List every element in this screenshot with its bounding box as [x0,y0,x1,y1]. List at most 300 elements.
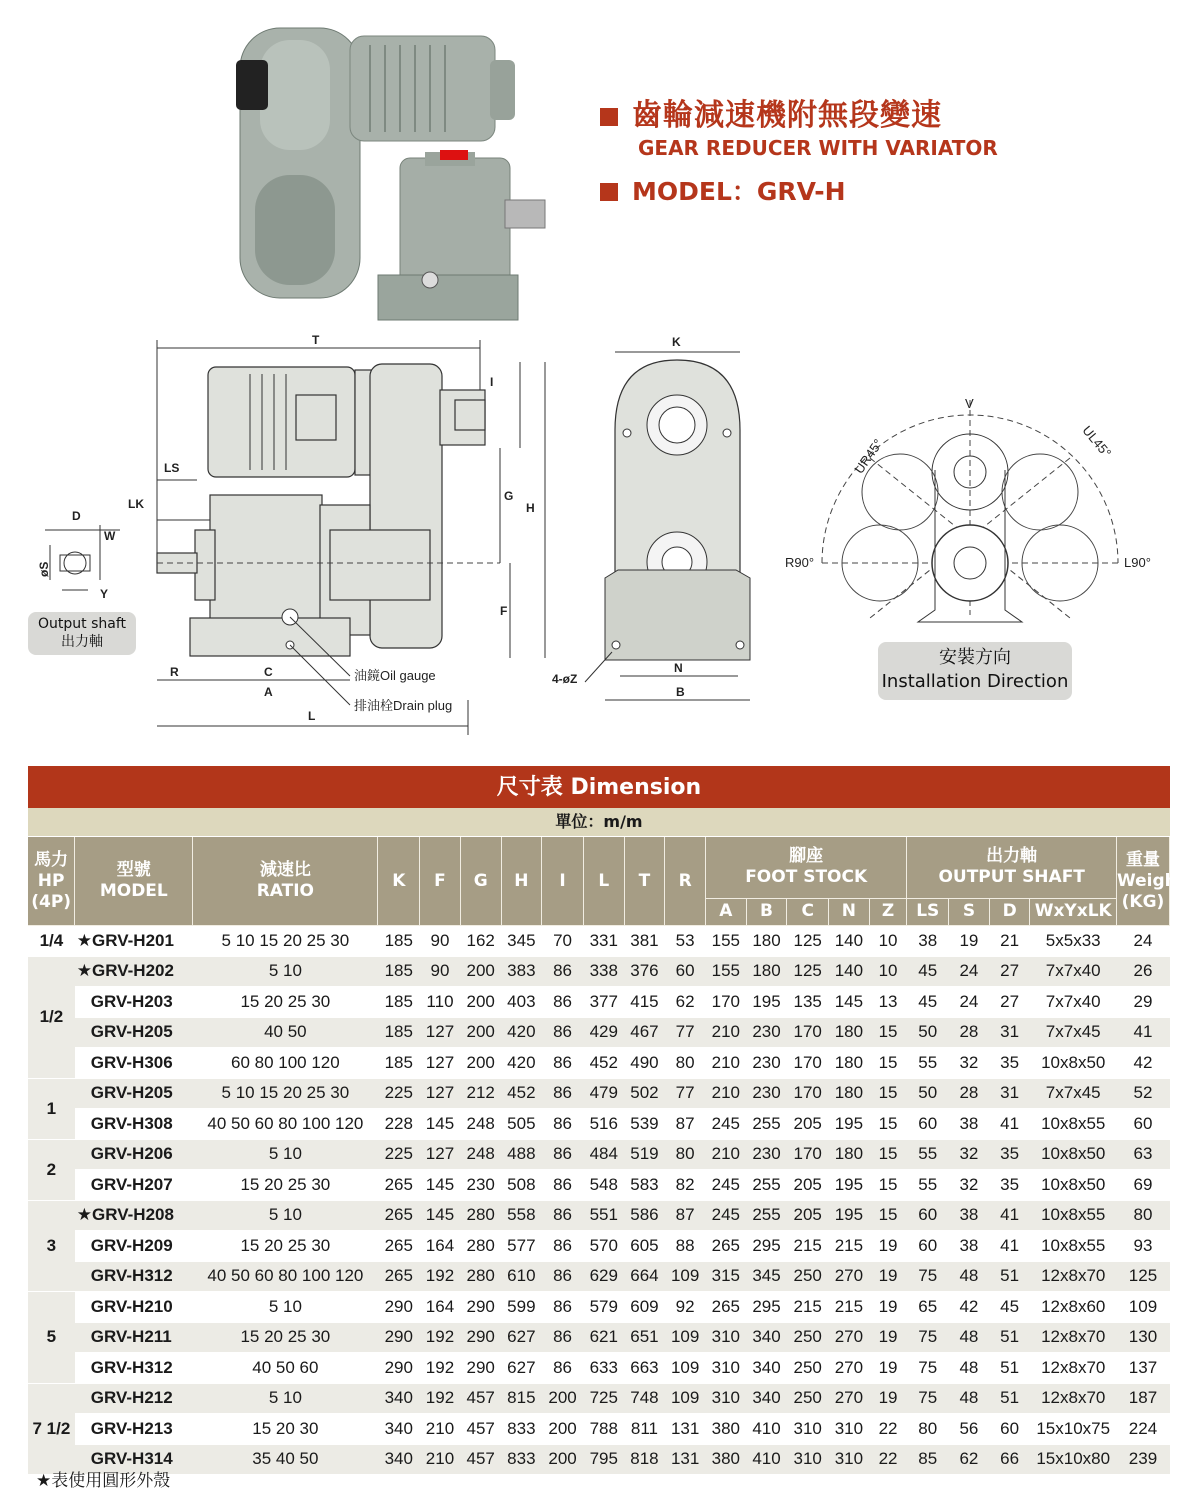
cell-n: 195 [829,1109,870,1140]
cell-h: 627 [501,1353,542,1384]
cell-t: 381 [624,926,665,957]
cell-ls: 50 [907,1078,949,1109]
cell-f: 127 [420,1139,461,1170]
cell-f: 192 [420,1322,461,1353]
table-row [28,956,1170,987]
cell-i: 86 [542,1017,584,1048]
cell-k: 265 [378,1261,420,1292]
cell-l: 633 [583,1353,624,1384]
cell-b: 180 [746,926,787,957]
cell-ratio: 5 10 [193,1200,378,1231]
cell-n: 270 [829,1353,870,1384]
bullet-square-icon [600,183,618,201]
cell-ratio: 5 10 15 20 25 30 [193,926,378,957]
cell-g: 248 [460,1109,501,1140]
cell-kg: 137 [1116,1353,1169,1384]
cell-l: 629 [583,1261,624,1292]
cell-d: 41 [989,1109,1030,1140]
cell-z: 19 [869,1292,907,1323]
dim-label-Y: Y [100,587,109,601]
cell-ls: 80 [907,1414,949,1445]
th-foot-stock: 腳座 FOOT STOCK [705,837,906,898]
cell-k: 225 [378,1078,420,1109]
cell-z: 19 [869,1261,907,1292]
dim-label-F: F [500,604,508,618]
cell-ls: 45 [907,987,949,1018]
cell-t: 818 [624,1444,665,1475]
cell-f: 164 [420,1292,461,1323]
cell-d: 51 [989,1322,1030,1353]
th-LS: LS [907,898,949,925]
cell-g: 457 [460,1414,501,1445]
cell-l: 429 [583,1017,624,1048]
th-hp: 馬力 HP (4P) [28,837,75,926]
th-I: I [542,837,584,926]
dim-label-Z: 4-øZ [552,672,578,686]
cell-c: 170 [787,1139,829,1170]
cell-g: 290 [460,1322,501,1353]
th-A: A [705,898,746,925]
cell-k: 340 [378,1444,420,1475]
cell-d: 31 [989,1078,1030,1109]
cell-a: 265 [705,1231,746,1262]
cell-h: 403 [501,987,542,1018]
th-C: C [787,898,829,925]
cell-wylk: 12x8x70 [1030,1322,1117,1353]
side-view-drawing [128,333,545,735]
cell-r: 80 [665,1048,706,1079]
cell-i: 86 [542,1048,584,1079]
table-row [28,1017,1170,1048]
cell-k: 290 [378,1322,420,1353]
cell-f: 110 [420,987,461,1018]
cell-d: 35 [989,1170,1030,1201]
cell-h: 627 [501,1322,542,1353]
cell-b: 410 [746,1414,787,1445]
cell-f: 127 [420,1017,461,1048]
dimension-table-title: 尺寸表 Dimension [28,766,1170,808]
cell-ls: 60 [907,1231,949,1262]
cell-n: 180 [829,1078,870,1109]
table-row [28,1078,1170,1109]
cell-ratio: 5 10 [193,1139,378,1170]
cell-k: 265 [378,1200,420,1231]
cell-n: 270 [829,1383,870,1414]
cell-n: 215 [829,1292,870,1323]
cell-h: 345 [501,926,542,957]
cell-k: 225 [378,1139,420,1170]
cell-d: 60 [989,1414,1030,1445]
output-shaft-label: Output shaft 出力軸 [28,612,136,655]
cell-l: 621 [583,1322,624,1353]
cell-c: 205 [787,1170,829,1201]
cell-k: 290 [378,1292,420,1323]
hp-cell: 1/4 [28,926,75,957]
cell-b: 255 [746,1109,787,1140]
cell-s: 42 [949,1292,990,1323]
cell-k: 228 [378,1109,420,1140]
cell-a: 170 [705,987,746,1018]
table-row [28,1048,1170,1079]
cell-k: 185 [378,987,420,1018]
table-row [28,1383,1170,1414]
cell-s: 48 [949,1353,990,1384]
cell-c: 310 [787,1414,829,1445]
cell-wylk: 10x8x50 [1030,1170,1117,1201]
cell-kg: 63 [1116,1139,1169,1170]
cell-i: 86 [542,1261,584,1292]
cell-n: 310 [829,1444,870,1475]
cell-ls: 85 [907,1444,949,1475]
cell-kg: 93 [1116,1231,1169,1262]
table-row [28,1231,1170,1262]
cell-h: 599 [501,1292,542,1323]
cell-kg: 29 [1116,987,1169,1018]
cell-ratio: 15 20 30 [193,1414,378,1445]
cell-r: 53 [665,926,706,957]
cell-k: 265 [378,1170,420,1201]
cell-k: 185 [378,956,420,987]
cell-r: 88 [665,1231,706,1262]
cell-k: 185 [378,1048,420,1079]
model-cell: GRV-H211 [75,1322,193,1353]
dir-label-UR45: UR45° [851,436,886,477]
cell-d: 51 [989,1353,1030,1384]
cell-kg: 109 [1116,1292,1169,1323]
cell-a: 310 [705,1353,746,1384]
cell-h: 833 [501,1414,542,1445]
dimension-table-header [28,837,1185,926]
model-cell: GRV-H306 [75,1048,193,1079]
hp-cell: 7 1/2 [28,1383,75,1475]
dim-label-D: D [72,509,81,523]
cell-t: 664 [624,1261,665,1292]
drain-plug-label: 排油栓Drain plug [354,698,453,713]
cell-ratio: 35 40 50 [193,1444,378,1475]
cell-i: 70 [542,926,584,957]
dim-label-I: I [490,375,494,389]
cell-r: 109 [665,1353,706,1384]
cell-ls: 38 [907,926,949,957]
cell-s: 62 [949,1444,990,1475]
cell-ls: 75 [907,1261,949,1292]
cell-a: 155 [705,956,746,987]
cell-kg: 125 [1116,1261,1169,1292]
cell-z: 15 [869,1139,907,1170]
th-L: L [583,837,624,926]
model-cell: GRV-H212 [75,1383,193,1414]
cell-t: 586 [624,1200,665,1231]
cell-r: 82 [665,1170,706,1201]
cell-r: 131 [665,1444,706,1475]
cell-d: 41 [989,1231,1030,1262]
th-WxYxLK: WxYxLK [1030,898,1117,925]
cell-s: 38 [949,1231,990,1262]
table-row [28,1292,1170,1323]
dim-label-T: T [312,333,320,347]
cell-f: 192 [420,1383,461,1414]
cell-n: 180 [829,1139,870,1170]
table-row [28,926,1170,957]
cell-d: 51 [989,1383,1030,1414]
cell-ls: 75 [907,1383,949,1414]
cell-kg: 24 [1116,926,1169,957]
cell-c: 215 [787,1231,829,1262]
cell-g: 280 [460,1231,501,1262]
dim-label-N: N [674,661,683,675]
cell-f: 127 [420,1078,461,1109]
product-title-en: GEAR REDUCER WITH VARIATOR [638,136,998,160]
cell-wylk: 15x10x75 [1030,1414,1117,1445]
table-row [28,1200,1170,1231]
cell-r: 109 [665,1322,706,1353]
cell-g: 200 [460,987,501,1018]
cell-h: 815 [501,1383,542,1414]
cell-a: 265 [705,1292,746,1323]
th-F: F [420,837,461,926]
cell-ls: 75 [907,1353,949,1384]
cell-g: 200 [460,1048,501,1079]
cell-ls: 45 [907,956,949,987]
cell-h: 833 [501,1444,542,1475]
cell-wylk: 12x8x60 [1030,1292,1117,1323]
cell-z: 15 [869,1078,907,1109]
cell-s: 48 [949,1322,990,1353]
cell-d: 66 [989,1444,1030,1475]
cell-f: 90 [420,956,461,987]
cell-d: 31 [989,1017,1030,1048]
dim-label-B: B [676,685,685,699]
cell-ratio: 15 20 25 30 [193,987,378,1018]
cell-g: 290 [460,1292,501,1323]
cell-i: 86 [542,987,584,1018]
cell-l: 788 [583,1414,624,1445]
cell-k: 185 [378,926,420,957]
cell-z: 19 [869,1353,907,1384]
cell-ratio: 40 50 60 80 100 120 [193,1109,378,1140]
cell-h: 488 [501,1139,542,1170]
dim-label-S: øS [37,561,51,577]
dimension-table-body [28,926,1170,1475]
cell-ratio: 5 10 15 20 25 30 [193,1078,378,1109]
cell-a: 245 [705,1109,746,1140]
cell-t: 502 [624,1078,665,1109]
cell-ratio: 5 10 [193,956,378,987]
cell-h: 420 [501,1017,542,1048]
table-row [28,1414,1170,1445]
cell-z: 15 [869,1170,907,1201]
cell-b: 340 [746,1322,787,1353]
cell-f: 164 [420,1231,461,1262]
cell-ls: 60 [907,1109,949,1140]
cell-d: 51 [989,1261,1030,1292]
th-S: S [949,898,990,925]
model-cell: ★GRV-H208 [75,1200,193,1231]
cell-n: 270 [829,1261,870,1292]
cell-z: 19 [869,1231,907,1262]
cell-wylk: 15x10x80 [1030,1444,1117,1475]
cell-n: 180 [829,1048,870,1079]
cell-g: 280 [460,1261,501,1292]
cell-h: 508 [501,1170,542,1201]
cell-ratio: 15 20 25 30 [193,1231,378,1262]
cell-wylk: 7x7x45 [1030,1017,1117,1048]
cell-i: 86 [542,1292,584,1323]
cell-b: 230 [746,1017,787,1048]
cell-c: 250 [787,1353,829,1384]
product-title-zh: 齒輪減速機附無段變速 [600,90,942,134]
cell-kg: 26 [1116,956,1169,987]
th-K: K [378,837,420,926]
cell-c: 215 [787,1292,829,1323]
cell-i: 86 [542,1170,584,1201]
cell-s: 28 [949,1017,990,1048]
cell-a: 315 [705,1261,746,1292]
cell-s: 32 [949,1048,990,1079]
installation-direction-diagram [785,396,1151,622]
footnote: ★表使用圓形外殼 [36,1471,171,1491]
cell-wylk: 12x8x70 [1030,1261,1117,1292]
cell-i: 200 [542,1444,584,1475]
th-model: 型號 MODEL [75,837,193,926]
table-row [28,1322,1170,1353]
cell-i: 86 [542,956,584,987]
th-output-shaft: 出力軸 OUTPUT SHAFT [907,837,1117,898]
cell-a: 310 [705,1383,746,1414]
cell-z: 10 [869,956,907,987]
th-Z: Z [869,898,907,925]
cell-i: 86 [542,1139,584,1170]
output-shaft-detail [37,509,120,601]
cell-b: 180 [746,956,787,987]
table-row [28,1170,1170,1201]
cell-g: 200 [460,1017,501,1048]
cell-a: 310 [705,1322,746,1353]
cell-h: 505 [501,1109,542,1140]
cell-l: 795 [583,1444,624,1475]
cell-a: 210 [705,1048,746,1079]
th-N: N [829,898,870,925]
cell-g: 230 [460,1170,501,1201]
cell-i: 86 [542,1109,584,1140]
cell-kg: 41 [1116,1017,1169,1048]
model-cell: GRV-H210 [75,1292,193,1323]
model-cell: GRV-H205 [75,1078,193,1109]
cell-i: 200 [542,1414,584,1445]
cell-c: 250 [787,1383,829,1414]
th-G: G [460,837,501,926]
cell-ratio: 15 20 25 30 [193,1170,378,1201]
hp-cell: 1 [28,1078,75,1139]
cell-r: 77 [665,1017,706,1048]
cell-wylk: 5x5x33 [1030,926,1117,957]
cell-i: 86 [542,1231,584,1262]
cell-c: 250 [787,1322,829,1353]
model-cell: GRV-H209 [75,1231,193,1262]
cell-h: 558 [501,1200,542,1231]
cell-k: 340 [378,1383,420,1414]
cell-wylk: 10x8x50 [1030,1139,1117,1170]
dim-label-K: K [672,335,681,349]
cell-l: 338 [583,956,624,987]
th-D: D [989,898,1030,925]
cell-z: 19 [869,1383,907,1414]
cell-s: 24 [949,987,990,1018]
cell-a: 245 [705,1170,746,1201]
cell-l: 579 [583,1292,624,1323]
cell-s: 32 [949,1139,990,1170]
cell-l: 479 [583,1078,624,1109]
cell-ratio: 40 50 60 80 100 120 [193,1261,378,1292]
dimension-table [28,837,1185,1475]
dimension-table-unit: 單位：m/m [28,808,1170,836]
dim-label-A: A [264,685,273,699]
cell-k: 185 [378,1017,420,1048]
cell-n: 180 [829,1017,870,1048]
cell-l: 377 [583,987,624,1018]
cell-r: 92 [665,1292,706,1323]
cell-f: 210 [420,1414,461,1445]
cell-g: 248 [460,1139,501,1170]
cell-n: 140 [829,956,870,987]
cell-f: 90 [420,926,461,957]
dim-label-H: H [526,501,535,515]
model-cell: GRV-H308 [75,1109,193,1140]
cell-g: 457 [460,1444,501,1475]
cell-s: 38 [949,1109,990,1140]
model-cell: GRV-H213 [75,1414,193,1445]
cell-z: 22 [869,1414,907,1445]
cell-f: 145 [420,1170,461,1201]
cell-ratio: 5 10 [193,1292,378,1323]
th-weight: 重量 Weight (KG) [1116,837,1169,926]
model-cell: GRV-H207 [75,1170,193,1201]
cell-wylk: 12x8x70 [1030,1383,1117,1414]
cell-s: 24 [949,956,990,987]
cell-wylk: 7x7x40 [1030,987,1117,1018]
th-R: R [665,837,706,926]
cell-ls: 55 [907,1170,949,1201]
cell-r: 62 [665,987,706,1018]
cell-a: 155 [705,926,746,957]
model-cell: ★GRV-H202 [75,956,193,987]
cell-d: 35 [989,1048,1030,1079]
cell-b: 230 [746,1078,787,1109]
th-ratio: 減速比 RATIO [193,837,378,926]
cell-t: 467 [624,1017,665,1048]
cell-b: 410 [746,1444,787,1475]
cell-l: 516 [583,1109,624,1140]
cell-s: 56 [949,1414,990,1445]
cell-h: 452 [501,1078,542,1109]
cell-wylk: 10x8x55 [1030,1231,1117,1262]
cell-g: 280 [460,1200,501,1231]
cell-c: 135 [787,987,829,1018]
model-cell: GRV-H206 [75,1139,193,1170]
cell-r: 87 [665,1200,706,1231]
product-photo [236,28,545,320]
cell-b: 255 [746,1200,787,1231]
cell-z: 15 [869,1109,907,1140]
cell-c: 170 [787,1017,829,1048]
cell-a: 380 [705,1414,746,1445]
cell-ls: 75 [907,1322,949,1353]
dim-label-C: C [264,665,273,679]
th-H: H [501,837,542,926]
cell-a: 210 [705,1017,746,1048]
cell-i: 86 [542,1322,584,1353]
cell-t: 609 [624,1292,665,1323]
